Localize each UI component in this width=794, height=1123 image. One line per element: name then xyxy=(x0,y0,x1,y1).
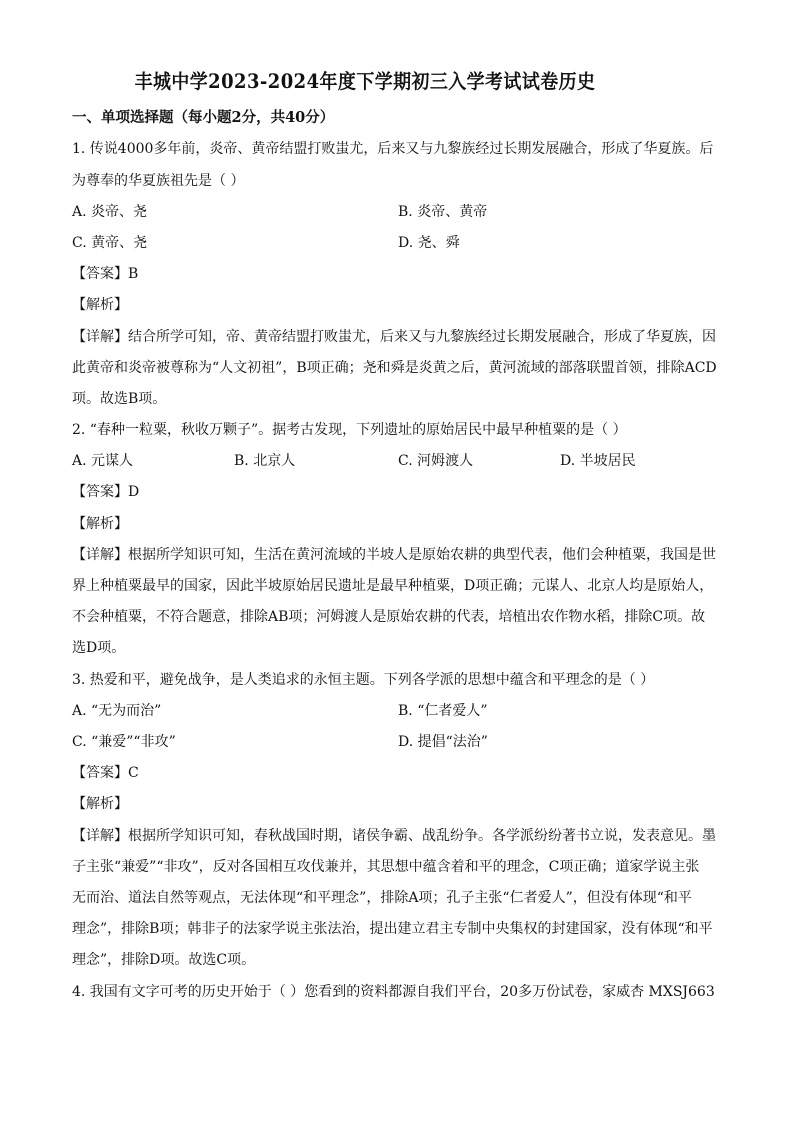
q1-analysis-label: 【解析】 xyxy=(72,297,128,313)
q1-answer: 【答案】B xyxy=(72,266,139,282)
q1-option-a: A. 炎帝、尧 xyxy=(72,204,148,220)
page-title: 丰城中学2023-2024年度下学期初三入学考试试卷历史 xyxy=(134,70,596,93)
q1-detail-line-1: 【详解】结合所学可知，帝、黄帝结盟打败蚩尤，后来又与九黎族经过长期发展融合，形成了华夏族，因 xyxy=(72,329,716,345)
q3-detail-line-3: 无而治、道法自然等观点，无法体现“和平理念”，排除A项；孔子主张“仁者爱人”，但没有体现“和平 xyxy=(72,890,692,906)
q3-option-b: B. “仁者爱人” xyxy=(398,703,488,719)
q3-detail-line-5: 理念”，排除D项。故选C项。 xyxy=(72,952,256,968)
section-heading: 一、单项选择题（每小题2分，共40分） xyxy=(72,109,335,126)
q1-option-c: C. 黄帝、尧 xyxy=(72,235,148,251)
q2-option-c: C. 河姆渡人 xyxy=(398,453,474,469)
q2-answer: 【答案】D xyxy=(72,484,140,500)
q3-stem-line-1: 3. 热爱和平，避免战争，是人类追求的永恒主题。下列各学派的思想中蕴含和平理念的是（ ） xyxy=(72,672,655,688)
q1-option-d: D. 尧、舜 xyxy=(398,235,460,251)
q3-answer: 【答案】C xyxy=(72,765,139,781)
q3-option-a: A. “无为而治” xyxy=(72,703,162,719)
q2-detail-line-1: 【详解】根据所学知识可知，生活在黄河流域的半坡人是原始农耕的典型代表，他们会种植粟，我国是世 xyxy=(72,547,716,563)
q2-option-d: D. 半坡居民 xyxy=(560,453,636,469)
q1-detail-line-2: 此黄帝和炎帝被尊称为“人文初祖”，B项正确；尧和舜是炎黄之后，黄河流域的部落联盟首领，排除ACD xyxy=(72,360,717,376)
q3-detail-line-4: 理念”，排除B项；韩非子的法家学说主张法治，提出建立君主专制中央集权的封建国家，没有体现“和平 xyxy=(72,921,713,937)
q2-stem-line-1: 2. “春种一粒粟，秋收万颗子”。据考古发现，下列遗址的原始居民中最早种植粟的是（ ） xyxy=(72,422,627,438)
q2-detail-line-4: 选D项。 xyxy=(72,640,126,656)
q1-stem-line-2: 为尊奉的华夏族祖先是（ ） xyxy=(72,173,245,189)
q2-analysis-label: 【解析】 xyxy=(72,516,128,532)
q1-option-b: B. 炎帝、黄帝 xyxy=(398,204,488,220)
q3-detail-line-2: 子主张“兼爱”“非攻”，反对各国相互攻伐兼并，其思想中蕴含着和平的理念，C项正确；道家学说主张 xyxy=(72,859,700,875)
q3-analysis-label: 【解析】 xyxy=(72,796,128,812)
q2-option-a: A. 元谋人 xyxy=(72,453,134,469)
q2-option-b: B. 北京人 xyxy=(234,453,296,469)
q2-detail-line-2: 界上种植粟最早的国家，因此半坡原始居民遗址是最早种植粟，D项正确；元谋人、北京人均是原始人， xyxy=(72,578,714,594)
q3-option-c: C. “兼爱”“非攻” xyxy=(72,734,176,750)
q1-stem-line-1: 1. 传说4000多年前，炎帝、黄帝结盟打败蚩尤，后来又与九黎族经过长期发展融合，形成了华夏族。后 xyxy=(72,141,714,157)
q3-detail-line-1: 【详解】根据所学知识可知，春秋战国时期，诸侯争霸、战乱纷争。各学派纷纷著书立说，发表意见。墨 xyxy=(72,828,716,844)
q4-stem-line-1: 4. 我国有文字可考的历史开始于（ ）您看到的资料都源自我们平台，20多万份试卷，家威杏 MXSJ663 xyxy=(72,984,715,1000)
q2-detail-line-3: 不会种植粟，不符合题意，排除AB项；河姆渡人是原始农耕的代表，培植出农作物水稻，排除C项。故 xyxy=(72,609,706,625)
q1-detail-line-3: 项。故选B项。 xyxy=(72,391,167,407)
q3-option-d: D. 提倡“法治” xyxy=(398,734,488,750)
